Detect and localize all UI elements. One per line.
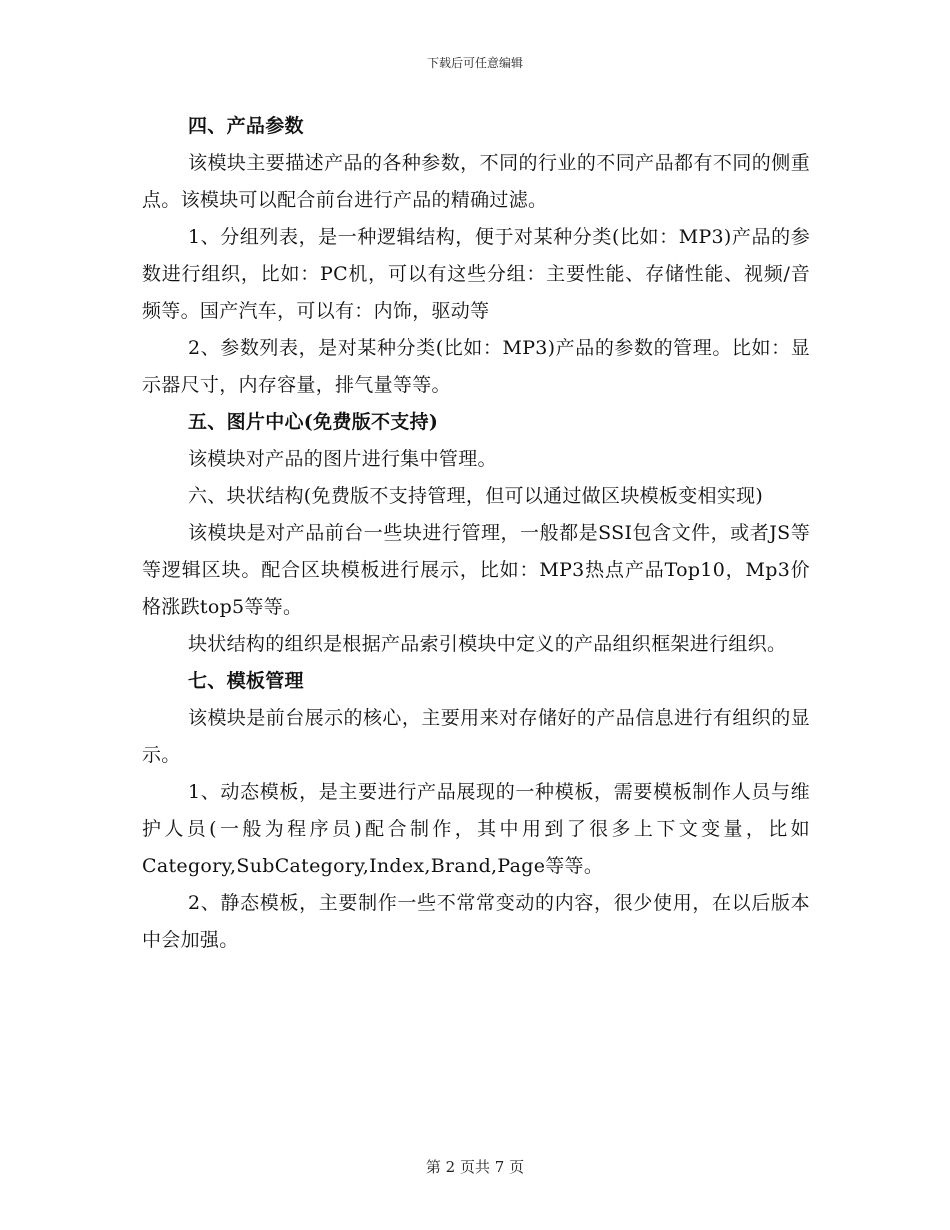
paragraph: 该模块主要描述产品的各种参数，不同的行业的不同产品都有不同的侧重点。该模块可以配合前台进行产品的精确过滤。 xyxy=(142,152,810,211)
paragraph: 该模块是前台展示的核心，主要用来对存储好的产品信息进行有组织的显示。 xyxy=(142,707,810,766)
section-heading-image-center: 五、图片中心(免费版不支持) xyxy=(188,411,439,433)
page-footer: 第 2 页共 7 页 xyxy=(425,1158,525,1176)
section-heading-product-params: 四、产品参数 xyxy=(188,115,304,137)
page-header: 下载后可任意编辑 xyxy=(426,56,523,70)
paragraph: 块状结构的组织是根据产品索引模块中定义的产品组织框架进行组织。 xyxy=(188,633,787,655)
paragraph: 2、参数列表，是对某种分类(比如：MP3)产品的参数的管理。比如：显示器尺寸，内存容量，排气量等等。 xyxy=(142,337,810,396)
document-body xyxy=(142,108,810,959)
paragraph: 2、静态模板，主要制作一些不常常变动的内容，很少使用，在以后版本中会加强。 xyxy=(142,892,810,951)
section-heading-block-structure: 六、块状结构(免费版不支持管理，但可以通过做区块模板变相实现) xyxy=(188,485,764,507)
paragraph: 1、分组列表，是一种逻辑结构，便于对某种分类(比如：MP3)产品的参数进行组织，比如：PC机，可以有这些分组：主要性能、存储性能、视频/音频等。国产汽车，可以有：内饰，驱动等 xyxy=(142,226,810,322)
paragraph: 该模块对产品的图片进行集中管理。 xyxy=(188,448,497,470)
paragraph: 该模块是对产品前台一些块进行管理，一般都是SSI包含文件，或者JS等等逻辑区块。配合区块模板进行展示，比如：MP3热点产品Top10，Mp3价格涨跌top5等等。 xyxy=(142,522,810,618)
paragraph: 1、动态模板，是主要进行产品展现的一种模板，需要模板制作人员与维护人员(一般为程序员)配合制作，其中用到了很多上下文变量，比如Category,SubCategory,Index,Brand,Page等等。 xyxy=(142,781,810,877)
section-heading-template-management: 七、模板管理 xyxy=(188,670,304,692)
